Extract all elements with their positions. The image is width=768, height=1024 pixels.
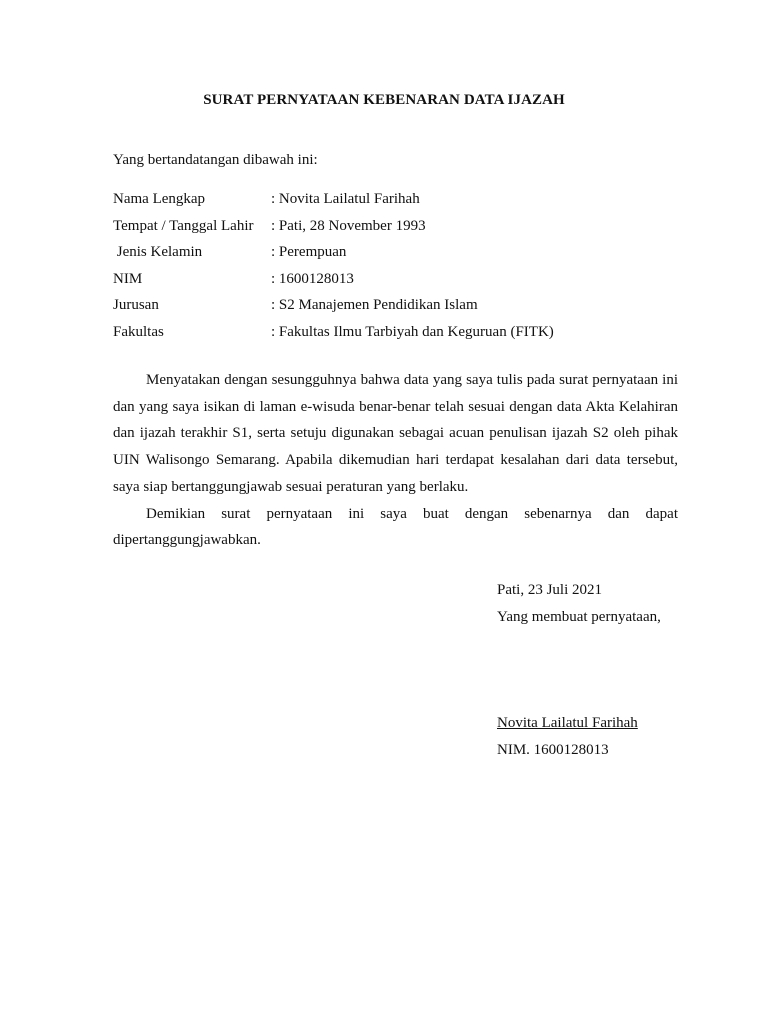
field-row-jenis-kelamin xyxy=(113,244,673,271)
document-title: SURAT PERNYATAAN KEBENARAN DATA IJAZAH xyxy=(203,92,565,108)
intro-text: Yang bertandatangan dibawah ini: xyxy=(113,152,318,168)
field-value: : S2 Manajemen Pendidikan Islam xyxy=(271,297,478,314)
field-row-jurusan xyxy=(113,297,673,324)
maker-label: Yang membuat pernyataan, xyxy=(497,609,661,625)
field-value: : Novita Lailatul Farihah xyxy=(271,191,420,207)
field-value: : 1600128013 xyxy=(271,270,354,287)
field-row-ttl xyxy=(113,218,673,245)
field-label: Jurusan xyxy=(113,297,159,314)
field-row-nim xyxy=(113,271,673,298)
field-label: NIM xyxy=(113,270,143,287)
field-label: Tempat / Tanggal Lahir xyxy=(113,217,254,234)
field-value: : Fakultas Ilmu Tarbiyah dan Keguruan (FITK) xyxy=(271,323,554,340)
field-label: Fakultas xyxy=(113,323,164,340)
signer-nim: NIM. 1600128013 xyxy=(497,742,609,758)
field-label: Nama Lengkap xyxy=(113,191,206,207)
closing-paragraph: Demikian surat pernyataan ini saya buat dengan sebenarnya dan dapat dipertanggungjawabkan. xyxy=(113,505,678,549)
identity-fields xyxy=(113,191,673,351)
signer-name: Novita Lailatul Farihah xyxy=(497,715,638,731)
field-row-nama xyxy=(113,191,673,218)
place-date: Pati, 23 Juli 2021 xyxy=(497,582,603,598)
statement-paragraph: Menyatakan dengan sesungguhnya bahwa data yang saya tulis pada surat pernyataan ini dan yang saya isikan di laman e-wisuda benar-benar telah sesuai dengan data Akta Kelahiran dan ijazah terakhir S1, serta setuju digunakan sebagai acuan penulisan ijazah S2 oleh pihak UIN Walisongo Semarang. Apabila dikemudian hari terdapat kesalahan dari data tersebut, saya siap bertanggungjawab sesuai peraturan yang berlaku. xyxy=(113,372,678,495)
field-value: : Pati, 28 November 1993 xyxy=(271,217,426,234)
field-row-fakultas xyxy=(113,324,673,351)
field-value: : Perempuan xyxy=(271,244,347,261)
statement-body xyxy=(113,367,678,554)
field-label: Jenis Kelamin xyxy=(113,244,203,261)
